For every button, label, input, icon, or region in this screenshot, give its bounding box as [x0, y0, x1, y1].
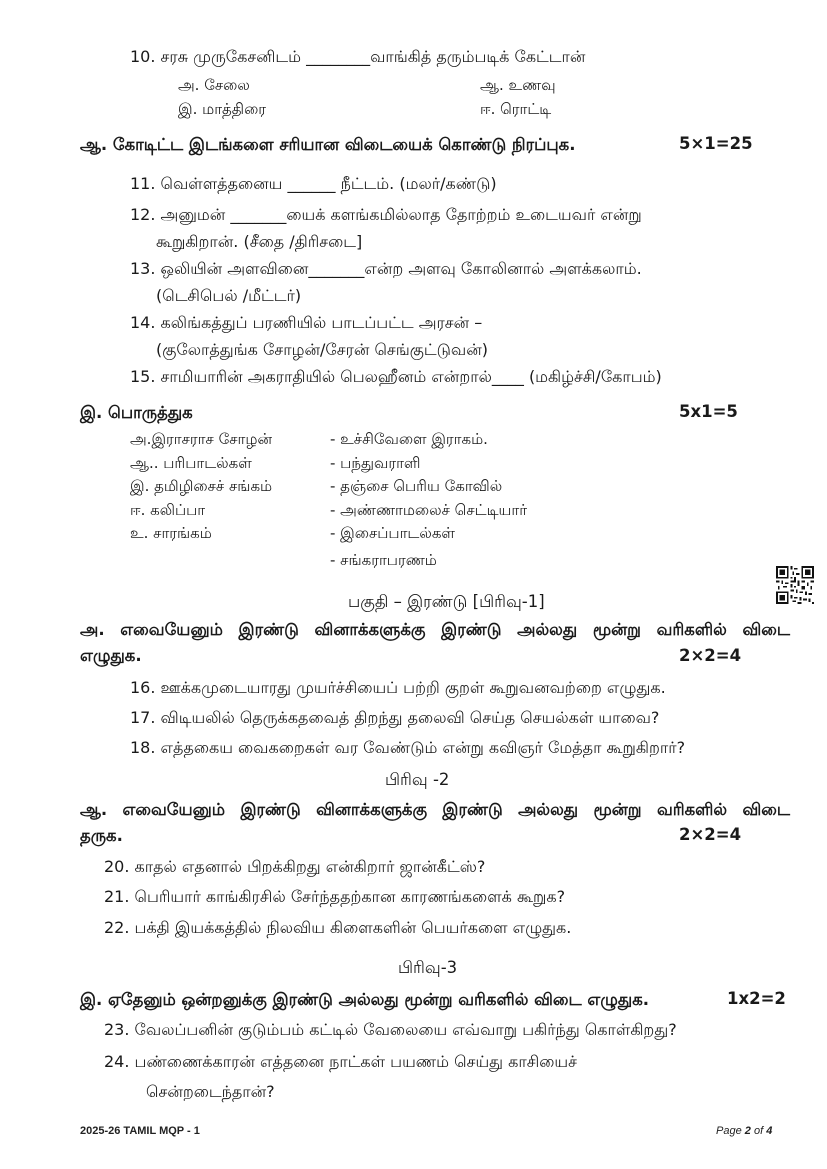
sub-part-3-title: பிரிவு-3 [398, 958, 458, 977]
section-marks-c: 1x2=2 [727, 989, 786, 1008]
option-a: அ. சேலை [178, 76, 250, 94]
match-left-item: இ. தமிழிசைச் சங்கம் [130, 477, 273, 495]
section-marks-b: 2×2=4 [679, 825, 742, 844]
footer-page-label: Page [716, 1125, 742, 1137]
question-14: 14. கலிங்கத்துப் பரணியில் பாடப்பட்ட அரசன் – [130, 313, 483, 332]
sub-part-2-title: பிரிவு -2 [385, 770, 450, 789]
question-12-cont: கூறுகிறான். (சீதை /திரிசடை] [156, 232, 363, 251]
footer-paper-code: 2025-26 TAMIL MQP - 1 [80, 1125, 200, 1137]
section-heading-a-line1: அ. எவையேனும் இரண்டு வினாக்களுக்கு இரண்டு அல்லது மூன்று வரிகளில் விடை [80, 620, 790, 639]
section-heading-b-line1: ஆ. எவையேனும் இரண்டு வினாக்களுக்கு இரண்டு அல்லது மூன்று வரிகளில் விடை [80, 800, 790, 819]
match-left-item: அ.இராசராச சோழன் [130, 430, 272, 448]
section-heading-c: இ. ஏதேனும் ஒன்றனுக்கு இரண்டு அல்லது மூன்று வரிகளில் விடை எழுதுக. [80, 990, 650, 1009]
question-17: 17. விடியலில் தெருக்கதவைத் திறந்து தலைவி செய்த செயல்கள் யாவை? [130, 708, 660, 727]
section-heading-fill-blanks: ஆ. கோடிட்ட இடங்களை சரியான விடையைக் கொண்டு நிரப்புக. [80, 135, 576, 154]
question-12: 12. அனுமன் _______யைக் களங்கமில்லாத தோற்றம் உடையவர் என்று [130, 205, 642, 224]
question-24: 24. பண்ணைக்காரன் எத்தனை நாட்கள் பயணம் செய்து காசியைச் [104, 1052, 577, 1071]
question-10: 10. சரசு முருகேசனிடம் ________வாங்கித் தரும்படிக் கேட்டான் [130, 47, 586, 66]
question-11: 11. வெள்ளத்தனைய ______ நீட்டம். (மலர்/கண்டு) [130, 174, 497, 193]
section-heading-a-line2: எழுதுக. [80, 646, 142, 665]
question-23: 23. வேலப்பனின் குடும்பம் கட்டில் வேலையை எவ்வாறு பகிர்ந்து கொள்கிறது? [104, 1020, 677, 1039]
match-right-item: - இசைப்பாடல்கள் [330, 524, 455, 542]
match-left-item: உ. சாரங்கம் [130, 524, 212, 542]
qr-code-icon [776, 566, 814, 604]
match-right-item: - அண்ணாமலைச் செட்டியார் [330, 501, 528, 519]
question-22: 22. பக்தி இயக்கத்தில் நிலவிய கிளைகளின் பெயர்களை எழுதுக. [104, 918, 572, 937]
section-marks-fill-blanks: 5×1=25 [679, 134, 753, 153]
question-24-cont: சென்றடைந்தான்? [146, 1082, 275, 1101]
question-13-cont: (டெசிபெல் /மீட்டர்) [156, 286, 302, 305]
question-14-cont: (குலோத்துங்க சோழன்/சேரன் செங்குட்டுவன்) [156, 340, 488, 359]
question-18: 18. எத்தகைய வைகறைகள் வர வேண்டும் என்று கவிஞர் மேத்தா கூறுகிறார்? [130, 738, 686, 757]
section-marks-match: 5x1=5 [679, 402, 738, 421]
section-heading-b-line2: தருக. [80, 826, 123, 845]
match-left-item: ஈ. கலிப்பா [130, 501, 206, 519]
match-right-item: - பந்துவராளி [330, 454, 421, 472]
match-right-item: - உச்சிவேளை இராகம். [330, 430, 488, 448]
section-marks-a: 2×2=4 [679, 646, 742, 665]
match-left-item: ஆ.. பரிபாடல்கள் [130, 454, 252, 472]
question-20: 20. காதல் எதனால் பிறக்கிறது என்கிறார் ஜான்கீட்ஸ்? [104, 857, 486, 876]
question-13: 13. ஒலியின் அளவினை_______என்ற அளவு கோலினால் அளக்கலாம். [130, 259, 642, 278]
option-ee: ஈ. ரொட்டி [480, 100, 552, 118]
option-i: இ. மாத்திரை [178, 100, 267, 118]
part-two-title: பகுதி – இரண்டு [பிரிவு-1] [348, 592, 545, 611]
footer-page-current: 2 [744, 1125, 751, 1137]
question-15: 15. சாமியாரின் அகராதியில் பெலஹீனம் என்றால்____ (மகிழ்ச்சி/கோபம்) [130, 367, 662, 386]
question-16: 16. ஊக்கமுடையாரது முயர்ச்சியைப் பற்றி குறள் கூறுவனவற்றை எழுதுக. [130, 678, 666, 697]
match-right-item: - தஞ்சை பெரிய கோவில் [330, 477, 503, 495]
match-right-item: - சங்கராபரணம் [330, 551, 437, 569]
footer-page-number [716, 1125, 772, 1138]
question-21: 21. பெரியார் காங்கிரசில் சேர்ந்ததற்கான காரணங்களைக் கூறுக? [104, 887, 566, 906]
option-aa: ஆ. உணவு [480, 76, 556, 94]
section-heading-match: இ. பொருத்துக [80, 403, 193, 422]
footer-page-of: of [753, 1125, 764, 1137]
footer-page-total: 4 [766, 1125, 773, 1137]
